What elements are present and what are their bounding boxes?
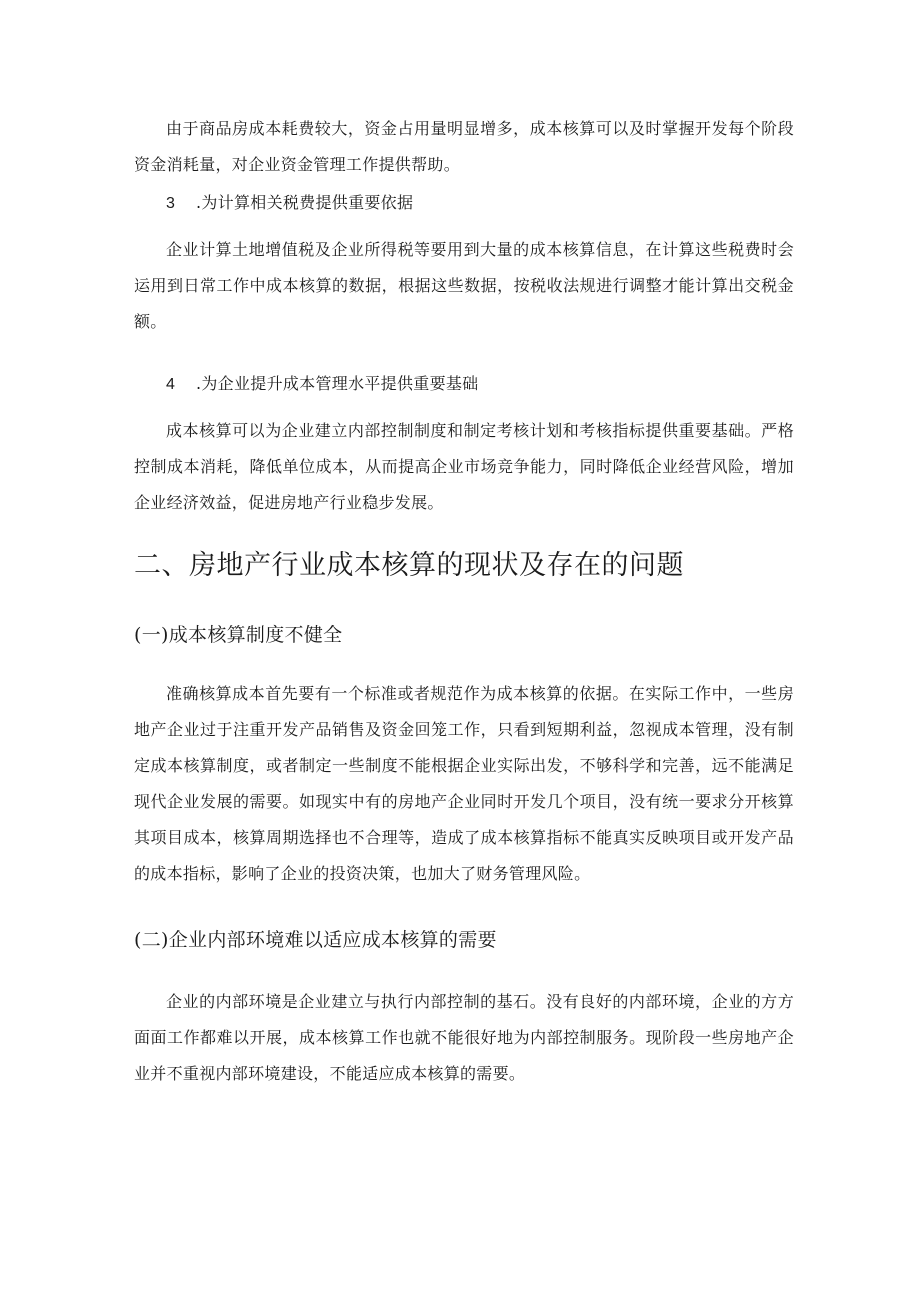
paragraph-cost-management-foundation: 成本核算可以为企业建立内部控制制度和制定考核计划和考核指标提供重要基础。严格控制成本消耗，降低单位成本，从而提高企业市场竞争能力，同时降低企业经营风险，增加企业经济效益，促进房地产行业稳步发展。 bbox=[134, 421, 794, 512]
paragraph-internal-environment: 企业的内部环境是企业建立与执行内部控制的基石。没有良好的内部环境，企业的方方面面工作都难以开展，成本核算工作也就不能很好地为内部控制服务。现阶段一些房地产企业并不重视内部环境建设，不能适应成本核算的需要。 bbox=[134, 992, 794, 1083]
heading-item-3-number: 3 bbox=[166, 195, 176, 212]
paragraph-tax-basis: 企业计算土地增值税及企业所得税等要用到大量的成本核算信息，在计算这些税费时会运用到日常工作中成本核算的数据，根据这些数据，按税收法规进行调整才能计算出交税金额。 bbox=[134, 240, 794, 331]
subsection-title-internal-environment: (二)企业内部环境难以适应成本核算的需要 bbox=[134, 929, 497, 951]
paragraph-accounting-system: 准确核算成本首先要有一个标准或者规范作为成本核算的依据。在实际工作中，一些房地产企业过于注重开发产品销售及资金回笼工作，只看到短期利益，忽视成本管理，没有制定成本核算制度，或者制定一些制度不能根据企业实际出发，不够科学和完善，远不能满足现代企业发展的需要。如现实中有的房地产企业同时开发几个项目，没有统一要求分开核算其项目成本，核算周期选择也不合理等，造成了成本核算指标不能真实反映项目或开发产品的成本指标，影响了企业的投资决策，也加大了财务管理风险。 bbox=[134, 684, 794, 883]
section-title-current-status: 二、房地产行业成本核算的现状及存在的问题 bbox=[134, 550, 684, 581]
heading-item-3 bbox=[166, 191, 413, 216]
heading-item-4-text: .为企业提升成本管理水平提供重要基础 bbox=[196, 374, 479, 393]
heading-item-4-number: 4 bbox=[166, 376, 176, 393]
heading-item-3-text: .为计算相关税费提供重要依据 bbox=[196, 193, 414, 212]
subsection-title-accounting-system: (一)成本核算制度不健全 bbox=[134, 624, 343, 646]
heading-item-4 bbox=[166, 372, 479, 397]
paragraph-capital-management: 由于商品房成本耗费较大，资金占用量明显增多，成本核算可以及时掌握开发每个阶段资金消耗量，对企业资金管理工作提供帮助。 bbox=[134, 119, 794, 174]
